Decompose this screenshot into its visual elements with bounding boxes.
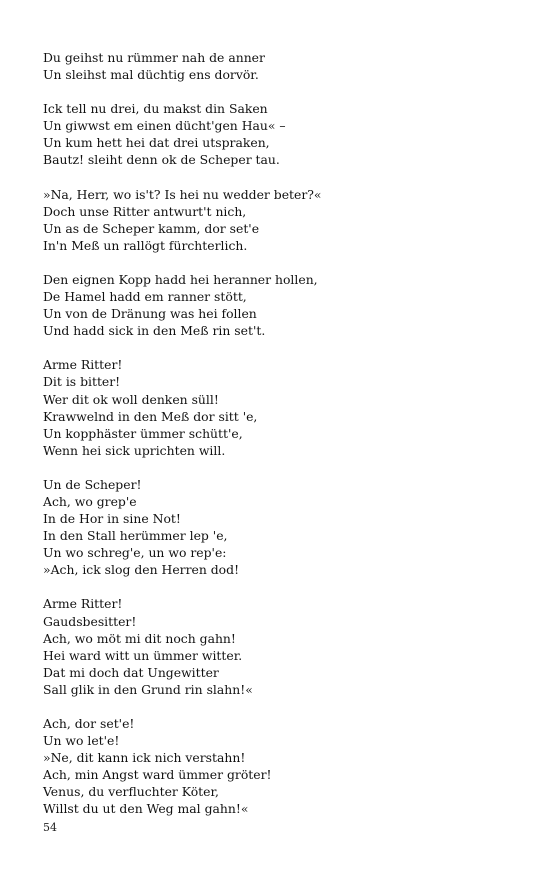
verse-line: Arme Ritter!	[43, 357, 123, 373]
verse-line: In'n Meß un rallögt fürchterlich.	[43, 237, 248, 253]
verse-line: Ach, dor set'e!	[43, 716, 135, 731]
verse-line: Un de Scheper!	[43, 476, 142, 492]
verse-line: Sall glik in den Grund rin slahn!«	[43, 681, 253, 697]
verse-line: Krawwelnd in den Meß dor sitt 'e,	[43, 408, 258, 424]
verse-line: Gaudsbesitter!	[43, 613, 137, 629]
verse-line: Un sleihst mal düchtig ens dorvör.	[43, 67, 259, 83]
stanza	[43, 476, 510, 579]
verse-line: Ick tell nu drei, du makst din Saken	[43, 101, 268, 117]
verse-line: Doch unse Ritter antwurt't nich,	[43, 203, 247, 219]
stanza	[43, 271, 510, 339]
page-number: 54	[43, 821, 57, 834]
verse-line: Dit is bitter!	[43, 374, 121, 390]
verse-line: Un kopphäster ümmer schütt'e,	[43, 425, 243, 441]
verse-line: Ach, wo möt mi dit noch gahn!	[43, 630, 236, 646]
verse-line: Dat mi doch dat Ungewitter	[43, 664, 219, 680]
verse-line: Un as de Scheper kamm, dor set'e	[43, 220, 260, 236]
verse-line: Wenn hei sick uprichten will.	[43, 442, 226, 458]
verse-line: Hei ward witt un ümmer witter.	[43, 647, 243, 663]
stanza	[43, 100, 510, 168]
verse-line: Un giwwst em einen dücht'gen Hau« –	[43, 118, 286, 134]
verse-line: In den Stall herümmer lep 'e,	[43, 528, 228, 544]
verse-line: Venus, du verfluchter Köter,	[43, 784, 219, 800]
verse-line: Arme Ritter!	[43, 596, 123, 612]
stanza	[43, 595, 510, 698]
stanza	[43, 186, 510, 254]
verse-line: Ach, wo grep'e	[43, 493, 137, 509]
verse-line: Den eignen Kopp hadd hei heranner hollen,	[43, 271, 318, 287]
verse-line: In de Hor in sine Not!	[43, 511, 181, 527]
verse-line: Un kum hett hei dat drei utspraken,	[43, 135, 270, 151]
verse-line: Und hadd sick in den Meß rin set't.	[43, 323, 266, 339]
verse-line: Ach, min Angst ward ümmer gröter!	[43, 767, 272, 783]
verse-line: Un wo schreg'e, un wo rep'e:	[43, 545, 227, 561]
verse-line: Willst du ut den Weg mal gahn!«	[43, 801, 249, 817]
stanza	[43, 715, 510, 818]
poem-body	[43, 49, 510, 818]
verse-line: Un wo let'e!	[43, 733, 120, 749]
verse-line: De Hamel hadd em ranner stött,	[43, 289, 247, 305]
verse-line: »Ach, ick slog den Herren dod!	[43, 562, 240, 578]
verse-line: Du geihst nu rümmer nah de anner	[43, 50, 265, 65]
stanza	[43, 356, 510, 459]
stanza	[43, 49, 510, 83]
verse-line: Bautz! sleiht denn ok de Scheper tau.	[43, 152, 280, 168]
verse-line: Un von de Dränung was hei follen	[43, 306, 257, 322]
verse-line: »Ne, dit kann ick nich verstahn!	[43, 750, 246, 766]
verse-line: »Na, Herr, wo is't? Is hei nu wedder beter?«	[43, 186, 322, 202]
verse-line: Wer dit ok woll denken süll!	[43, 391, 219, 407]
